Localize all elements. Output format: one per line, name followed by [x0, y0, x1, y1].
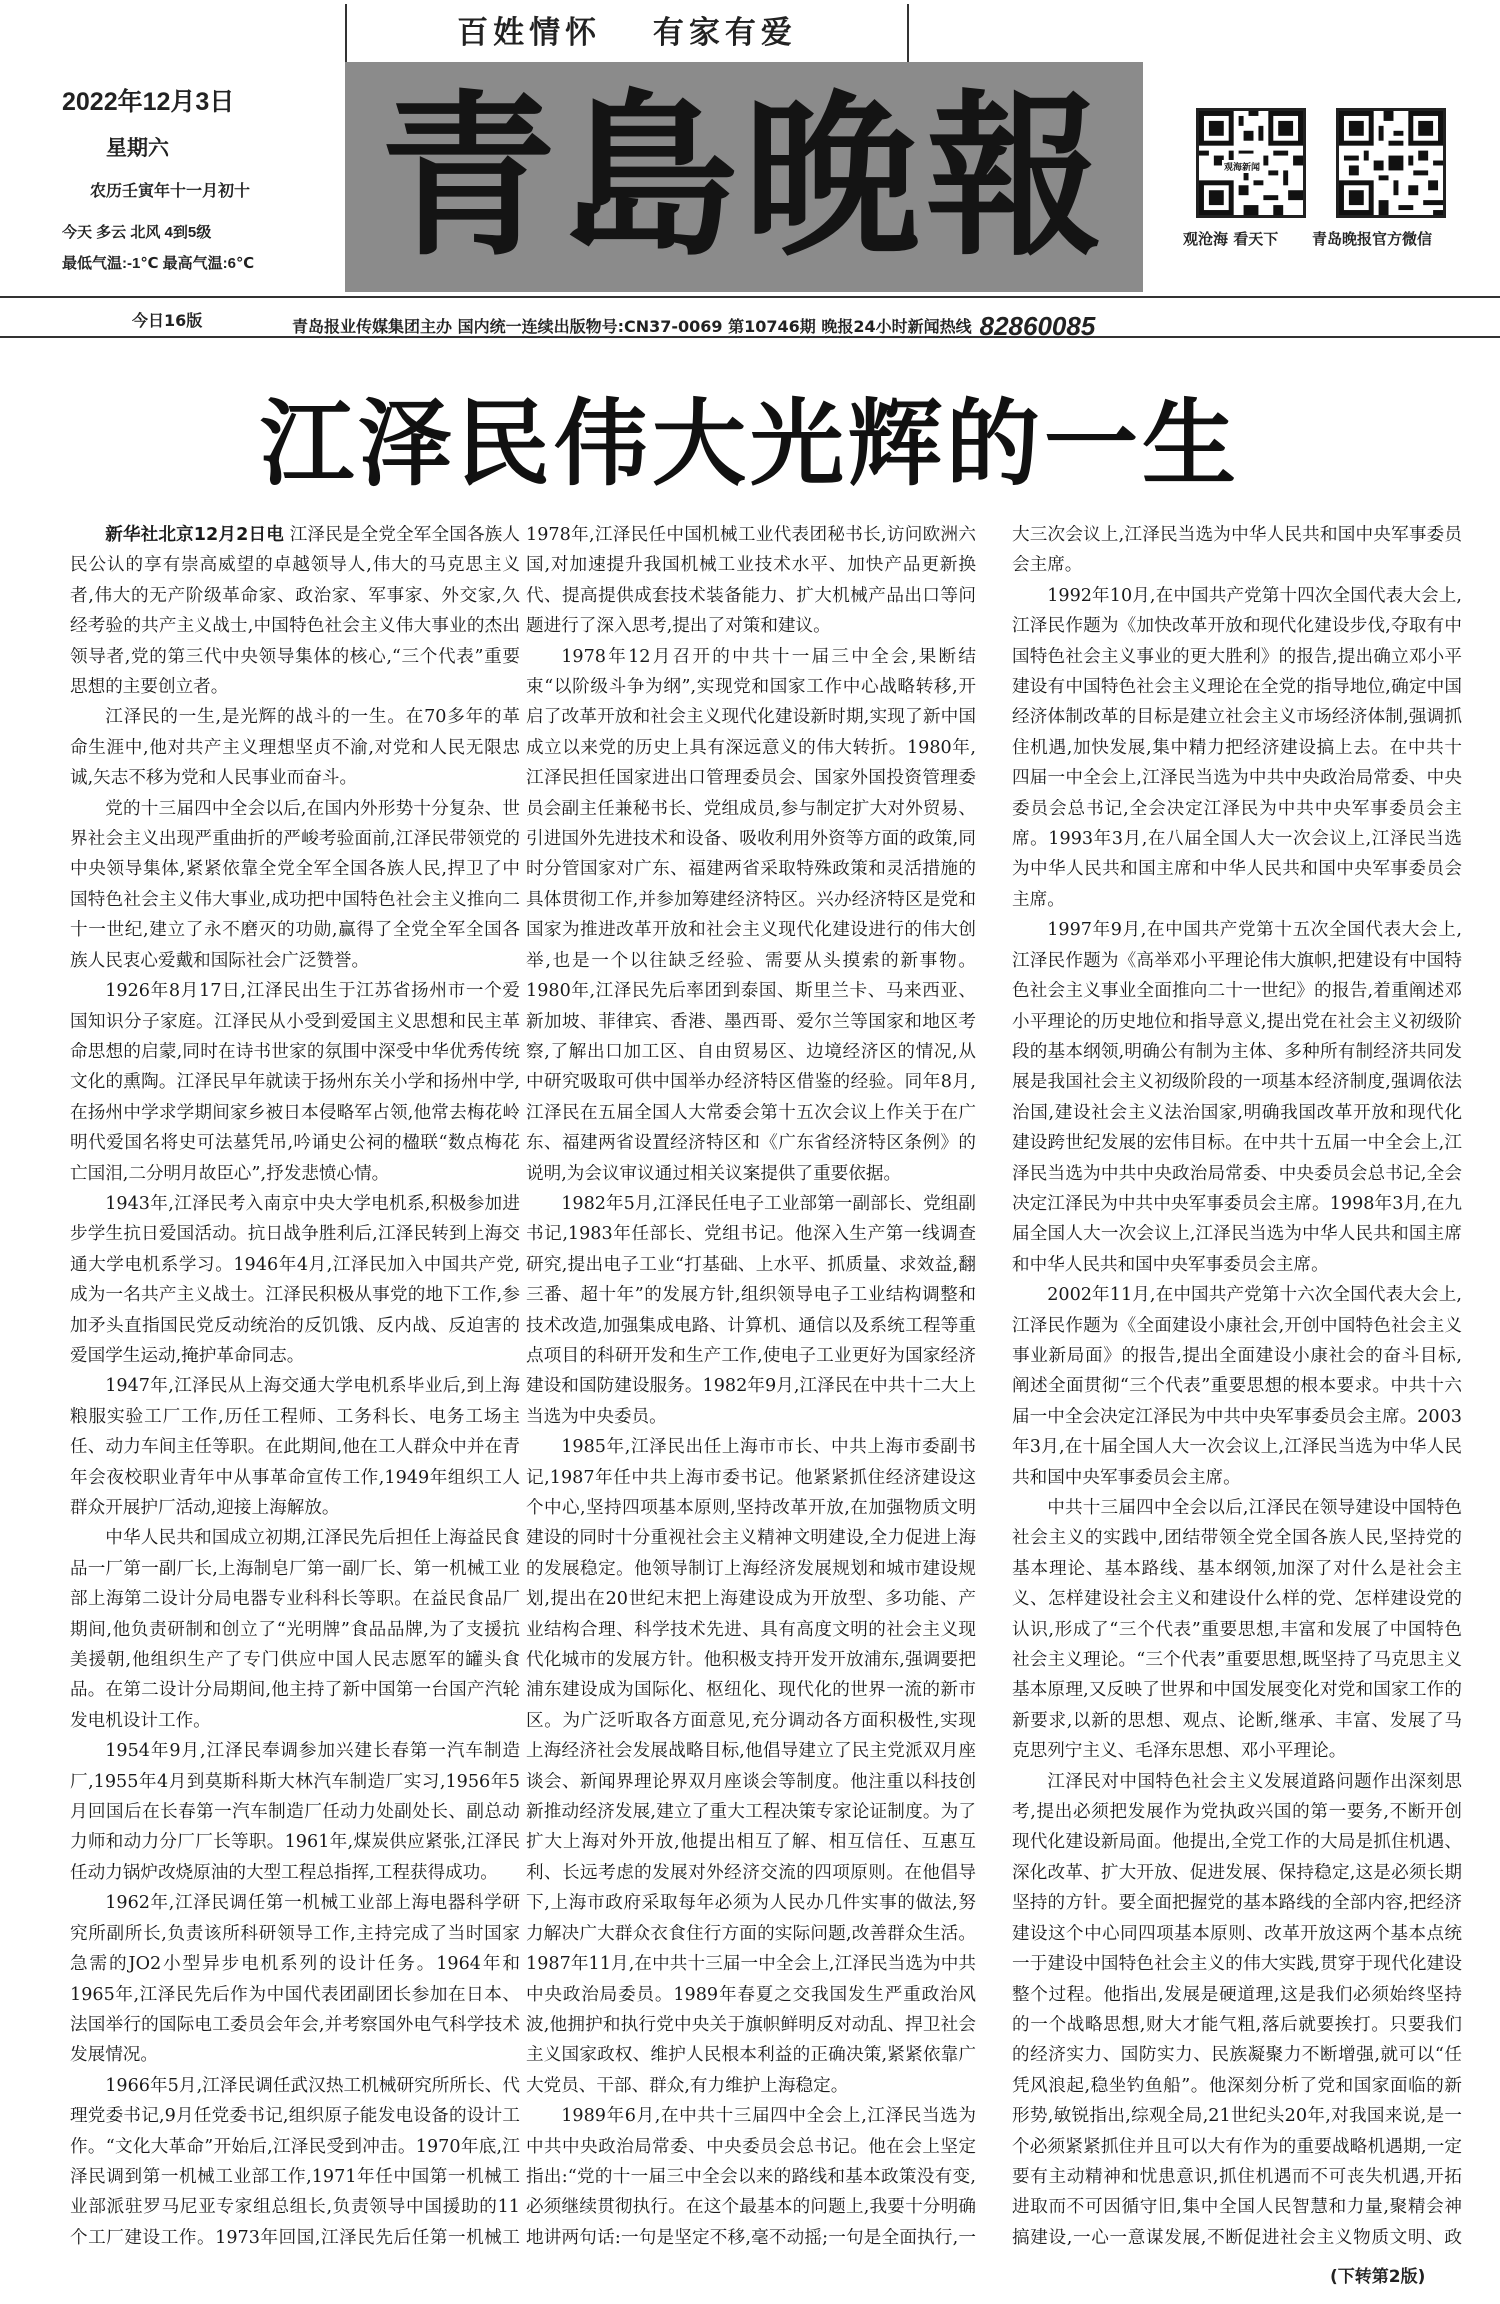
article-paragraph: 1989年6月,在中共十三届四中全会上,江泽民当选为中共中央政治局常委、中央委员会总书记。他在会上坚定指出:“党的十一届三中全会以来的路线和基本政策没有变,必须继续贯彻执行。在这个最基本的问题上,我要十分明确地讲两句话:一句是坚定不移,毫不动摇;一句是全面执行,一 — [526, 2106, 976, 2248]
article-column-3 — [1012, 520, 1462, 2250]
weekday: 星期六 — [106, 137, 169, 160]
slogan-right: 有家有爱 — [652, 15, 797, 51]
qr-caption-news: 观沧海 看天下 — [1183, 230, 1279, 248]
article-paragraph: 2002年11月,在中国共产党第十六次全国代表大会上,江泽民作题为《全面建设小康社会,开创中国特色社会主义事业新局面》的报告,提出全面建设小康社会的奋斗目标,阐述全面贯彻“三个代表”重要思想的根本要求。中共十六届一中全会决定江泽民为中共中央军事委员会主席。2003年3月,在十届全国人大一次会议上,江泽民当选为中华人民共和国中央军事委员会主席。 — [1012, 1285, 1462, 1488]
lunar-date: 农历壬寅年十一月初十 — [90, 183, 251, 200]
slogan — [345, 4, 909, 62]
article-paragraph: 1926年8月17日,江泽民出生于江苏省扬州市一个爱国知识分子家庭。江泽民从小受到爱国主义思想和民主革命思想的启蒙,同时在诗书世家的氛围中深受中华优秀传统文化的熏陶。江泽民早年就读于扬州东关小学和扬州中学,在扬州中学求学期间家乡被日本侵略军占领,他常去梅花岭明代爱国名将史可法墓凭吊,吟诵史公祠的楹联“数点梅花亡国泪,二分明月故臣心”,抒发悲愤心情。 — [70, 981, 520, 1184]
slogan-left: 百姓情怀 — [457, 15, 602, 51]
date-block — [62, 82, 362, 273]
news-hotline: 82860085 — [979, 311, 1096, 341]
article-paragraph: 1947年,江泽民从上海交通大学电机系毕业后,到上海粮服实验工厂工作,历任工程师、工务科长、电务工场主任、动力车间主任等职。在此期间,他在工人群众中并在青年会夜校职业青年中从事革命宣传工作,1949年组织工人群众开展护厂活动,迎接上海解放。 — [70, 1376, 520, 1518]
qr-caption-wechat: 青岛晚报官方微信 — [1312, 230, 1433, 248]
qr-code-wechat[interactable] — [1336, 108, 1446, 218]
publisher-info — [292, 308, 1095, 339]
article-paragraph: 江泽民对中国特色社会主义发展道路问题作出深刻思考,提出必须把发展作为党执政兴国的第一要务,不断开创现代化建设新局面。他提出,全党工作的大局是抓住机遇、深化改革、扩大开放、促进发展、保持稳定,这是必须长期坚持的方针。要全面把握党的基本路线的全部内容,把经济建设这个中心同四项基本原则、改革开放这两个基本点统一于建设中国特色社会主义的伟大实践,贯穿于现代化建设整个过程。他指出,发展是硬道理,这是我们必须始终坚持的一个战略思想,财大才能气粗,落后就要挨打。只要我们的经济实力、国防实力、民族凝聚力不断增强,就可以“任凭风浪起,稳坐钓鱼船”。他深刻分析了党和国家面临的新形势,敏锐指出,综观全局,21世纪头20年,对我国来说,是一个必须紧紧抓住并且可以大有作为的重要战略机遇期,一定要有主动精神和忧患意识,抓住机遇而不可丧失机遇,开拓进取而不可因循守旧,集中全国人民智慧和力量,聚精会神搞建设,一心一意谋发展,不断促进社会主义物质文明、政 — [1012, 1771, 1462, 2248]
article-paragraph: 1962年,江泽民调任第一机械工业部上海电器科学研究所副所长,负责该所科研领导工作,主持完成了当时国家急需的JO2小型异步电机系列的设计任务。1964年和1965年,江泽民先后作为中国代表团副团长参加在日本、法国举行的国际电工委员会年会,并考察国外电气科学技术发展情况。 — [70, 1893, 520, 2066]
article-paragraph: 1982年5月,江泽民任电子工业部第一副部长、党组副书记,1983年任部长、党组书记。他深入生产第一线调查研究,提出电子工业“打基础、上水平、抓质量、求效益,翻三番、超十年”的发展方针,组织领导电子工业结构调整和技术改造,加强集成电路、计算机、通信以及系统工程等重点项目的科研开发和生产工作,使电子工业更好为国家经济建设和国防建设服务。1982年9月,江泽民在中共十二大上当选为中央委员。 — [526, 1193, 976, 1427]
qr-code-icon — [1339, 111, 1443, 215]
page-count: 今日16版 — [132, 311, 203, 330]
info-bar — [0, 296, 1500, 341]
headline: 江泽民伟大光辉的一生 — [259, 390, 1240, 499]
newspaper-title: 青島晚報 — [379, 73, 1108, 280]
issue-date: 2022年12月3日 — [62, 88, 235, 116]
article-paragraph: 大三次会议上,江泽民当选为中华人民共和国中央军事委员会主席。 — [1012, 525, 1462, 576]
qr-logo-label: 观海新闻 — [1222, 160, 1262, 173]
article-paragraph: 党的十三届四中全会以后,在国内外形势十分复杂、世界社会主义出现严重曲折的严峻考验面前,江泽民带领党的中央领导集体,紧紧依靠全党全军全国各族人民,捍卫了中国特色社会主义伟大事业,成功把中国特色社会主义推向二十一世纪,建立了永不磨灭的功勋,赢得了全党全军全国各族人民衷心爱戴和国际社会广泛赞誉。 — [70, 798, 520, 971]
temperature: 最低气温:-1℃ 最高气温:6℃ — [62, 255, 255, 272]
article-paragraph: 1997年9月,在中国共产党第十五次全国代表大会上,江泽民作题为《高举邓小平理论伟大旗帜,把建设有中国特色社会主义事业全面推向二十一世纪》的报告,着重阐述邓小平理论的历史地位和指导意义,提出党在社会主义初级阶段的基本纲领,明确公有制为主体、多种所有制经济共同发展是我国社会主义初级阶段的一项基本经济制度,强调依法治国,建设社会主义法治国家,明确我国改革开放和现代化建设跨世纪发展的宏伟目标。在中共十五届一中全会上,江泽民当选为中共中央政治局常委、中央委员会总书记,全会决定江泽民为中共中央军事委员会主席。1998年3月,在九届全国人大一次会议上,江泽民当选为中华人民共和国主席和中华人民共和国中央军事委员会主席。 — [1012, 920, 1462, 1275]
paragraph-text: 江泽民是全党全军全国各族人民公认的享有崇高威望的卓越领导人,伟大的马克思主义者,伟大的无产阶级革命家、政治家、军事家、外交家,久经考验的共产主义战士,中国特色社会主义伟大事业的杰出领导者,党的第三代中央领导集体的核心,“三个代表”重要思想的主要创立者。 — [70, 525, 520, 698]
masthead — [345, 62, 1143, 292]
article-paragraph: 1966年5月,江泽民调任武汉热工机械研究所所长、代理党委书记,9月任党委书记,组织原子能发电设备的设计工作。“文化大革命”开始后,江泽民受到冲击。1970年底,江泽民调到第一机械工业部工作,1971年任中国第一机械工业部派驻罗马尼亚专家组总组长,负责领导中国援助的11个工厂建设工作。1973年回国,江泽民先后任第一机械工 — [70, 2075, 520, 2248]
article-paragraph: 1978年,江泽民任中国机械工业代表团秘书长,访问欧洲六国,对加速提升我国机械工业技术水平、加快产品更新换代、提高提供成套技术装备能力、扩大机械产品出口等问题进行了深入思考,提出了对策和建议。 — [526, 525, 976, 637]
article-paragraph: 1943年,江泽民考入南京中央大学电机系,积极参加进步学生抗日爱国活动。抗日战争胜利后,江泽民转到上海交通大学电机系学习。1946年4月,江泽民加入中国共产党,成为一名共产主义战士。江泽民积极从事党的地下工作,参加矛头直指国民党反动统治的反饥饿、反内战、反迫害的爱国学生运动,掩护革命同志。 — [70, 1193, 520, 1366]
article-paragraph: 中共十三届四中全会以后,江泽民在领导建设中国特色社会主义的实践中,团结带领全党全国各族人民,坚持党的基本理论、基本路线、基本纲领,加深了对什么是社会主义、怎样建设社会主义和建设什么样的党、怎样建设党的认识,形成了“三个代表”重要思想,丰富和发展了中国特色社会主义理论。“三个代表”重要思想,既坚持了马克思主义基本原理,又反映了世界和中国发展变化对党和国家工作的新要求,以新的思想、观点、论断,继承、丰富、发展了马克思列宁主义、毛泽东思想、邓小平理论。 — [1012, 1498, 1462, 1762]
article-paragraph: 中华人民共和国成立初期,江泽民先后担任上海益民食品一厂第一副厂长,上海制皂厂第一副厂长、第一机械工业部上海第二设计分局电器专业科科长等职。在益民食品厂期间,他负责研制和创立了“光明牌”食品品牌,为了支援抗美援朝,他组织生产了专门供应中国人民志愿军的罐头食品。在第二设计分局期间,他主持了新中国第一台国产汽轮发电机设计工作。 — [70, 1528, 520, 1731]
article-paragraph — [70, 520, 520, 702]
article-column-1 — [70, 520, 520, 2250]
weather: 今天 多云 北风 4到5级 — [62, 224, 212, 241]
publisher-text: 青岛报业传媒集团主办 国内统一连续出版物号:CN37-0069 第10746期 晚报24小时新闻热线 — [292, 317, 972, 336]
article-paragraph: 1985年,江泽民出任上海市市长、中共上海市委副书记,1987年任中共上海市委书记。他紧紧抓住经济建设这个中心,坚持四项基本原则,坚持改革开放,在加强物质文明建设的同时十分重视社会主义精神文明建设,全力促进上海的发展稳定。他领导制订上海经济发展规划和城市建设规划,提出在20世纪末把上海建设成为开放型、多功能、产业结构合理、科学技术先进、具有高度文明的社会主义现代化城市的发展方针。他积极支持开发开放浦东,强调要把浦东建设成为国际化、枢纽化、现代化的世界一流的新市区。为广泛听取各方面意见,充分调动各方面积极性,实现上海经济社会发展战略目标,他倡导建立了民主党派双月座谈会、新闻界理论界双月座谈会等制度。他注重以科技创新推动经济发展,建立了重大工程决策专家论证制度。为了扩大上海对外开放,他提出相互了解、相互信任、互惠互利、长远考虑的发展对外经济交流的四项原则。在他倡导下,上海市政府采取每年必须为人民办几件实事的做法,努力解决广大群众衣食住行方面的实际问题,改善群众生活。1987年11月,在中共十三届一中全会上,江泽民当选为中共中央政治局委员。1989年春夏之交我国发生严重政治风波,他拥护和执行党中央关于旗帜鲜明反对动乱、捍卫社会主义国家政权、维护人民根本利益的正确决策,紧紧依靠广大党员、干部、群众,有力维护上海稳定。 — [526, 1437, 976, 2096]
article-column-2 — [526, 520, 976, 2250]
dateline: 新华社北京12月2日电 — [105, 525, 284, 545]
article-paragraph: 江泽民的一生,是光辉的战斗的一生。在70多年的革命生涯中,他对共产主义理想坚贞不渝,对党和人民无限忠诚,矢志不移为党和人民事业而奋斗。 — [70, 707, 520, 789]
article-paragraph: 1954年9月,江泽民奉调参加兴建长春第一汽车制造厂,1955年4月到莫斯科斯大林汽车制造厂实习,1956年5月回国后在长春第一汽车制造厂任动力处副处长、副总动力师和动力分厂厂长等职。1961年,煤炭供应紧张,江泽民任动力锅炉改烧原油的大型工程总指挥,工程获得成功。 — [70, 1741, 520, 1883]
article-paragraph: 1992年10月,在中国共产党第十四次全国代表大会上,江泽民作题为《加快改革开放和现代化建设步伐,夺取有中国特色社会主义事业的更大胜利》的报告,提出确立邓小平建设有中国特色社会主义理论在全党的指导地位,确定中国经济体制改革的目标是建立社会主义市场经济体制,强调抓住机遇,加快发展,集中精力把经济建设搞上去。在中共十四届一中全会上,江泽民当选为中共中央政治局常委、中央委员会总书记,全会决定江泽民为中共中央军事委员会主席。1993年3月,在八届全国人大一次会议上,江泽民当选为中华人民共和国主席和中华人民共和国中央军事委员会主席。 — [1012, 585, 1462, 910]
article-paragraph: 1978年12月召开的中共十一届三中全会,果断结束“以阶级斗争为纲”,实现党和国家工作中心战略转移,开启了改革开放和社会主义现代化建设新时期,实现了新中国成立以来党的历史上具有深远意义的伟大转折。1980年,江泽民担任国家进出口管理委员会、国家外国投资管理委员会副主任兼秘书长、党组成员,参与制定扩大对外贸易、引进国外先进技术和设备、吸收利用外资等方面的政策,同时分管国家对广东、福建两省采取特殊政策和灵活措施的具体贯彻工作,并参加筹建经济特区。兴办经济特区是党和国家为推进改革开放和社会主义现代化建设进行的伟大创举,也是一个以往缺乏经验、需要从头摸索的新事物。1980年,江泽民先后率团到泰国、斯里兰卡、马来西亚、新加坡、菲律宾、香港、墨西哥、爱尔兰等国家和地区考察,了解出口加工区、自由贸易区、边境经济区的情况,从中研究吸取可供中国举办经济特区借鉴的经验。同年8月,江泽民在五届全国人大常委会第十五次会议上作关于在广东、福建两省设置经济特区和《广东省经济特区条例》的说明,为会议审议通过相关议案提供了重要依据。 — [526, 646, 976, 1184]
continued-label: (下转第2版) — [1330, 2267, 1426, 2287]
